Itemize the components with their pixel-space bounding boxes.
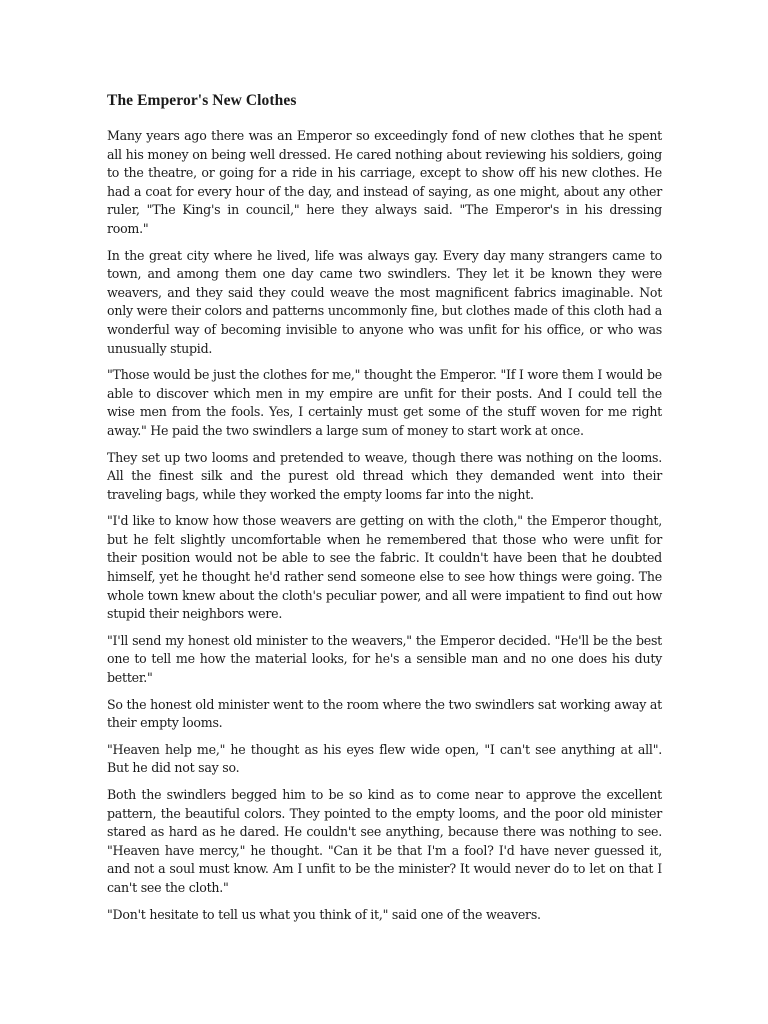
paragraph: "Heaven help me," he thought as his eyes flew wide open, "I can't see anything at all". But he did not say so. xyxy=(107,741,662,776)
paragraph: "Those would be just the clothes for me," thought the Emperor. "If I wore them I would be able to discover which men in my empire are unfit for their posts. And I could tell the wise men from the fools. Yes, I certainly must get some of the stuff woven for me right away." He paid the two swindlers a large sum of money to start work at once. xyxy=(107,367,662,438)
paragraph: Many years ago there was an Emperor so exceedingly fond of new clothes that he spent all his money on being well dressed. He cared nothing about reviewing his soldiers, going to the theatre, or going for a ride in his carriage, except to show off his new clothes. He had a coat for every hour of the day, and instead of saying, as one might, about any other ruler, "The King's in council," here they always said. "The Emperor's in his dressing room." xyxy=(107,128,662,236)
paragraph: They set up two looms and pretended to weave, though there was nothing on the looms. All the finest silk and the purest old thread which they demanded went into their traveling bags, while they worked the empty looms far into the night. xyxy=(107,449,662,502)
document-title: The Emperor's New Clothes xyxy=(107,92,297,109)
paragraph: In the great city where he lived, life was always gay. Every day many strangers came to town, and among them one day came two swindlers. They let it be known they were weavers, and they said they could weave the most magnificent fabrics imaginable. Not only were their colors and patterns uncommonly fine, but clothes made of this cloth had a wonderful way of becoming invisible to anyone who was unfit for his office, or who was unusually stupid. xyxy=(107,247,662,356)
paragraph: Both the swindlers begged him to be so kind as to come near to approve the excellent pattern, the beautiful colors. They pointed to the empty looms, and the poor old minister stared as hard as he dared. He couldn't see anything, because there was nothing to see. "Heaven have mercy," he thought. "Can it be that I'm a fool? I'd have never guessed it, and not a soul must know. Am I unfit to be the minister? It would never do to let on that I can't see the cloth." xyxy=(107,787,662,895)
paragraph: "I'll send my honest old minister to the weavers," the Emperor decided. "He'll be the best one to tell me how the material looks, for he's a sensible man and no one does his duty better." xyxy=(107,632,662,686)
document-body xyxy=(107,92,662,932)
paragraph: "I'd like to know how those weavers are getting on with the cloth," the Emperor thought, but he felt slightly uncomfortable when he remembered that those who were unfit for their position would not be able to see the fabric. It couldn't have been that he doubted himself, yet he thought he'd rather send someone else to see how things were going. The whole town knew about the cloth's peculiar power, and all were impatient to find out how stupid their neighbors were. xyxy=(107,513,662,622)
paragraph: "Don't hesitate to tell us what you think of it," said one of the weavers. xyxy=(107,906,541,922)
paragraph: So the honest old minister went to the room where the two swindlers sat working away at their empty looms. xyxy=(107,696,662,731)
